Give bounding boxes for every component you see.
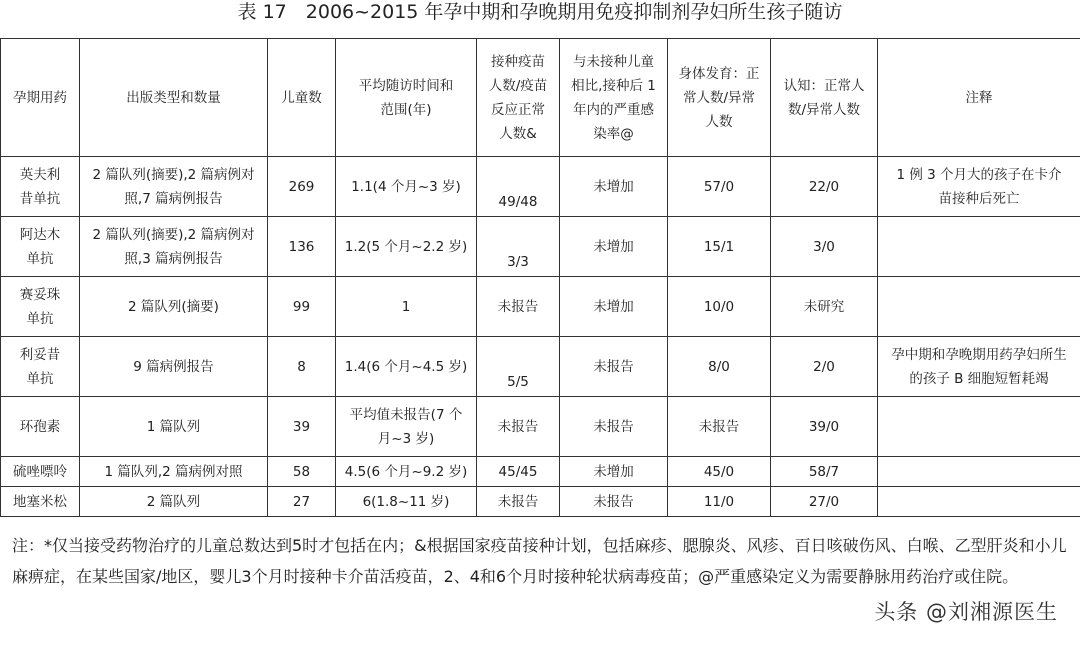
header-cell-drug: 孕期用药 [1,39,80,157]
cell-cognition: 未研究 [771,277,878,337]
cell-drug: 阿达木单抗 [1,217,80,277]
cell-cognition: 22/0 [771,157,878,217]
cell-vaccine: 未报告 [477,397,560,457]
cell-notes [878,397,1080,457]
cell-vaccine: 45/45 [477,457,560,487]
cell-drug: 硫唑嘌呤 [1,457,80,487]
cell-notes: 1 例 3 个月大的孩子在卡介苗接种后死亡 [878,157,1080,217]
cell-physical: 11/0 [668,487,771,517]
cell-notes [878,487,1080,517]
header-cell-infection: 与未接种儿童相比,接种后 1 年内的严重感染率@ [560,39,668,157]
header-cell-notes: 注释 [878,39,1080,157]
header-cell-cognition: 认知：正常人数/异常人数 [771,39,878,157]
cell-publication: 1 篇队列 [80,397,268,457]
cell-drug: 地塞米松 [1,487,80,517]
cell-notes [878,457,1080,487]
cell-followup: 1.2(5 个月~2.2 岁) [336,217,477,277]
cell-physical: 10/0 [668,277,771,337]
cell-publication: 2 篇队列 [80,487,268,517]
cell-infection: 未报告 [560,397,668,457]
cell-infection: 未增加 [560,157,668,217]
cell-cognition: 27/0 [771,487,878,517]
cell-notes: 孕中期和孕晚期用药孕妇所生的孩子 B 细胞短暂耗竭 [878,337,1080,397]
followup-table [0,38,1080,517]
cell-infection: 未增加 [560,457,668,487]
cell-vaccine: 3/3 [477,217,560,277]
cell-followup: 4.5(6 个月~9.2 岁) [336,457,477,487]
cell-children: 39 [268,397,336,457]
cell-infection: 未报告 [560,487,668,517]
cell-physical: 45/0 [668,457,771,487]
table-row [1,157,1080,217]
header-cell-vaccine: 接种疫苗人数/疫苗反应正常人数& [477,39,560,157]
cell-vaccine: 5/5 [477,337,560,397]
cell-infection: 未增加 [560,277,668,337]
cell-cognition: 39/0 [771,397,878,457]
cell-notes [878,277,1080,337]
cell-infection: 未增加 [560,217,668,277]
header-cell-physical: 身体发育：正常人数/异常人数 [668,39,771,157]
cell-followup: 1 [336,277,477,337]
cell-publication: 2 篇队列(摘要),2 篇病例对照,7 篇病例报告 [80,157,268,217]
header-cell-publication: 出版类型和数量 [80,39,268,157]
cell-children: 58 [268,457,336,487]
cell-drug: 利妥昔单抗 [1,337,80,397]
table-row [1,487,1080,517]
cell-followup: 1.1(4 个月~3 岁) [336,157,477,217]
header-row [1,39,1080,157]
cell-followup: 平均值未报告(7 个月~3 岁) [336,397,477,457]
cell-physical: 15/1 [668,217,771,277]
cell-drug: 环孢素 [1,397,80,457]
cell-physical: 未报告 [668,397,771,457]
watermark: 头条 @刘湘源医生 [874,600,1058,624]
cell-followup: 6(1.8~11 岁) [336,487,477,517]
table-row [1,397,1080,457]
cell-cognition: 3/0 [771,217,878,277]
cell-children: 8 [268,337,336,397]
cell-children: 99 [268,277,336,337]
cell-cognition: 2/0 [771,337,878,397]
cell-drug: 英夫利昔单抗 [1,157,80,217]
cell-notes [878,217,1080,277]
cell-physical: 8/0 [668,337,771,397]
header-cell-followup: 平均随访时间和范围(年) [336,39,477,157]
cell-publication: 1 篇队列,2 篇病例对照 [80,457,268,487]
cell-publication: 2 篇队列(摘要) [80,277,268,337]
cell-drug: 赛妥珠单抗 [1,277,80,337]
cell-children: 27 [268,487,336,517]
cell-vaccine: 未报告 [477,277,560,337]
header-cell-children: 儿童数 [268,39,336,157]
cell-publication: 2 篇队列(摘要),2 篇病例对照,3 篇病例报告 [80,217,268,277]
cell-physical: 57/0 [668,157,771,217]
table-row [1,217,1080,277]
table-footnote: 注：*仅当接受药物治疗的儿童总数达到5时才包括在内；&根据国家疫苗接种计划，包括麻疹、腮腺炎、风疹、百日咳破伤风、白喉、乙型肝炎和小儿麻痹症，在某些国家/地区，婴儿3个月时接种卡介苗活疫苗，2、4和6个月时接种轮状病毒疫苗；@严重感染定义为需要静脉用药治疗或住院。 [12,536,1067,586]
cell-vaccine: 49/48 [477,157,560,217]
cell-children: 269 [268,157,336,217]
cell-followup: 1.4(6 个月~4.5 岁) [336,337,477,397]
cell-cognition: 58/7 [771,457,878,487]
table-row [1,277,1080,337]
cell-vaccine: 未报告 [477,487,560,517]
cell-infection: 未报告 [560,337,668,397]
table-row [1,337,1080,397]
table-row [1,457,1080,487]
cell-children: 136 [268,217,336,277]
table-title: 表 17 2006~2015 年孕中期和孕晚期用免疫抑制剂孕妇所生孩子随访 [237,1,843,23]
cell-publication: 9 篇病例报告 [80,337,268,397]
